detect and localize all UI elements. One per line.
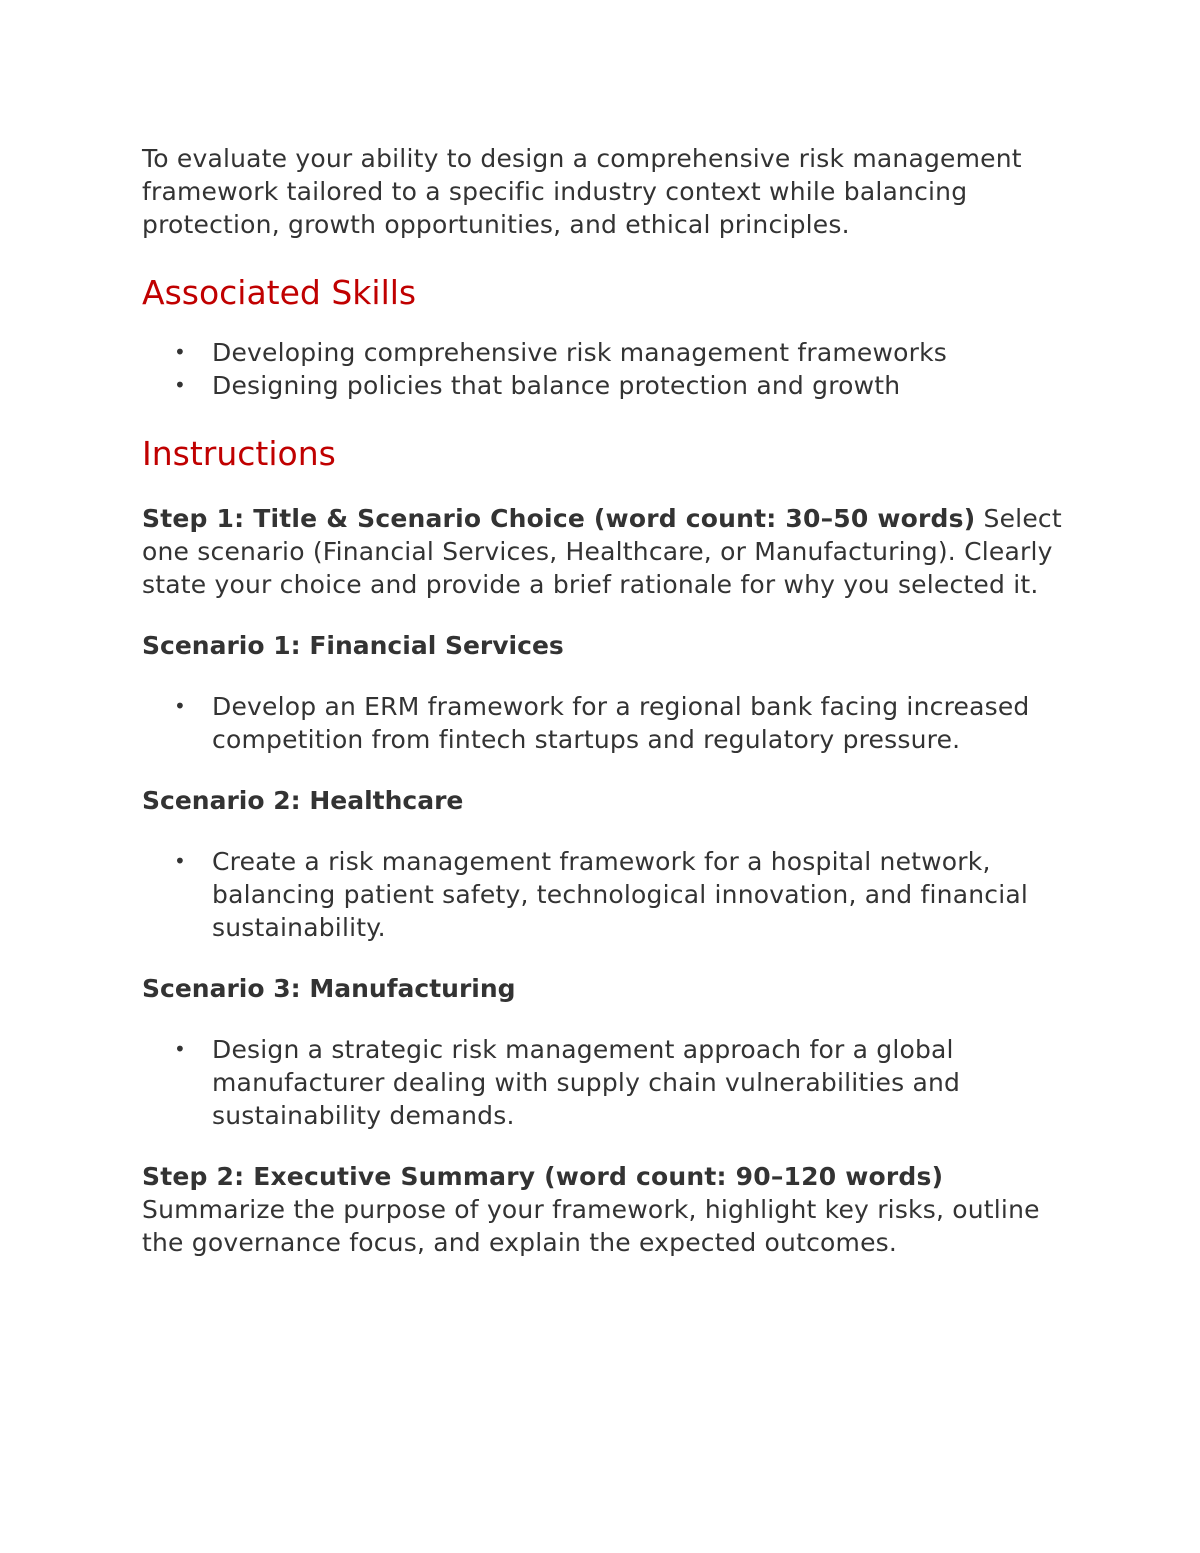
- list-item: [142, 845, 1072, 944]
- step-2-title: Step 2: Executive Summary (word count: 90–120 words): [142, 1162, 944, 1191]
- bullet-icon: •: [174, 1037, 186, 1061]
- instructions-heading: Instructions: [142, 434, 336, 473]
- list-item: [142, 690, 1072, 756]
- scenario-2-list: [142, 845, 1072, 944]
- list-item: [142, 1033, 1072, 1132]
- document-page: [142, 142, 1072, 1259]
- scenario-3-heading: Scenario 3: Manufacturing: [142, 974, 516, 1003]
- scenario-2-text: Create a risk management framework for a hospital network, balancing patient safety, technological innovation, and financial sustainability.: [212, 847, 1029, 942]
- skill-text: Developing comprehensive risk management frameworks: [212, 338, 948, 367]
- scenario-3-list: [142, 1033, 1072, 1132]
- skill-text: Designing policies that balance protection and growth: [212, 371, 901, 400]
- step-1-title: Step 1: Title & Scenario Choice (word count: 30–50 words): [142, 504, 976, 533]
- associated-skills-heading: Associated Skills: [142, 273, 417, 312]
- skills-list: [142, 336, 1072, 402]
- scenario-1-text: Develop an ERM framework for a regional bank facing increased competition from fintech startups and regulatory pressure.: [212, 692, 1030, 754]
- scenario-3-text: Design a strategic risk management approach for a global manufacturer dealing with supply chain vulnerabilities and sustainability demands.: [212, 1035, 961, 1130]
- intro-paragraph: To evaluate your ability to design a comprehensive risk management framework tailored to a specific industry context while balancing protection, growth opportunities, and ethical principles.: [142, 144, 1022, 239]
- step-1-paragraph: [142, 502, 1072, 601]
- step-1-text: Select one scenario (Financial Services, Healthcare, or Manufacturing). Clearly state your choice and provide a brief rationale for why you selected it.: [142, 504, 1062, 599]
- step-2-paragraph: [142, 1160, 1072, 1259]
- list-item: [142, 336, 1072, 369]
- scenario-1-heading: Scenario 1: Financial Services: [142, 631, 564, 660]
- bullet-icon: •: [174, 694, 186, 718]
- scenario-2-heading: Scenario 2: Healthcare: [142, 786, 464, 815]
- list-item: [142, 369, 1072, 402]
- step-2-text: Summarize the purpose of your framework, highlight key risks, outline the governance focus, and explain the expected outcomes.: [142, 1195, 1040, 1257]
- bullet-icon: •: [174, 340, 186, 364]
- bullet-icon: •: [174, 849, 186, 873]
- bullet-icon: •: [174, 373, 186, 397]
- scenario-1-list: [142, 690, 1072, 756]
